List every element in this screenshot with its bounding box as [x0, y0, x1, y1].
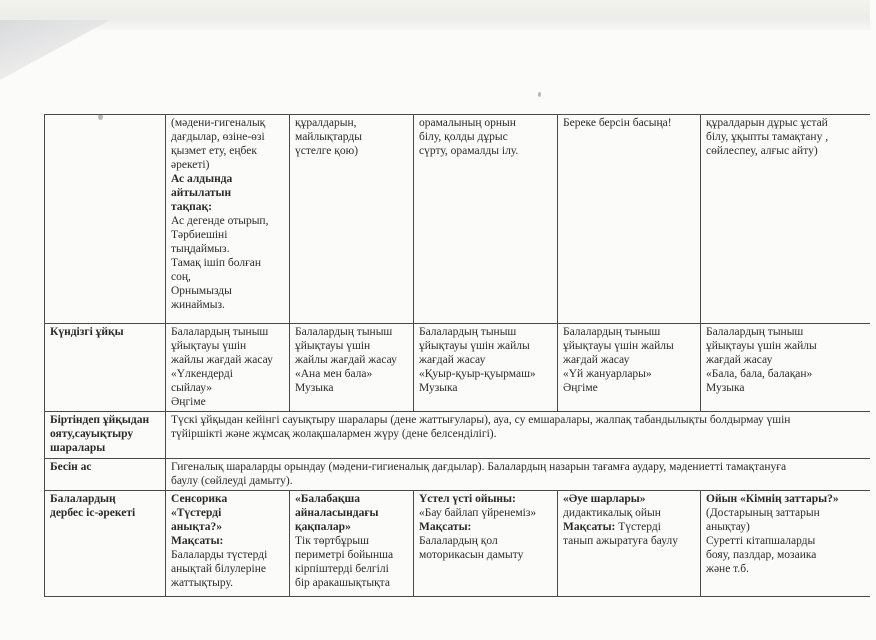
verse-text: Тамақ ішіп болған — [171, 257, 262, 269]
cell-text: «Үй жануарлары» — [563, 368, 652, 380]
cell-text: білу, ұқыпты тамақтану , — [706, 131, 829, 143]
cell-text: «Үлкендерді — [171, 368, 233, 380]
cell-text: Әңгіме — [563, 382, 598, 394]
span-cell — [166, 412, 876, 459]
cell-text: (мәдени-гигеналық — [171, 117, 266, 129]
cell-text: Түстерді — [615, 521, 661, 533]
cell-text: бір аракашықтықта — [295, 577, 390, 589]
cell-text: «Ана мен бала» — [295, 368, 373, 380]
cell-text: білу, қолды дұрыс — [419, 131, 508, 143]
cell-text: жағдай жасау — [563, 354, 630, 366]
cell-text: периметрі бойынша — [295, 549, 394, 561]
cell-text: бояу, пазлдар, мозаика — [706, 549, 817, 561]
activity-title: «Әуе шарлары» — [563, 493, 646, 505]
activity-cell — [290, 324, 414, 412]
activity-cell — [701, 324, 876, 412]
verse-text: Орнымызды — [171, 285, 232, 297]
activity-cell — [290, 115, 414, 324]
row-label-cell — [45, 324, 166, 412]
cell-text: үстелге қою) — [295, 145, 359, 157]
verse-heading: Ас алдында — [171, 173, 233, 185]
row-label: Күндізгі ұйқы — [50, 326, 124, 338]
cell-text: жаттықтыру. — [171, 577, 233, 589]
cell-text: Тік төртбұрыш — [295, 535, 370, 547]
row-label-cell — [45, 459, 166, 491]
activity-cell — [558, 324, 701, 412]
cell-text: сөйлеспеу, алғыс айту) — [706, 145, 818, 157]
activity-title: айналасындағы — [295, 507, 379, 519]
row-label-cell — [45, 491, 166, 597]
page-edge — [870, 0, 876, 640]
cell-text: жағдай жасау — [706, 354, 773, 366]
cell-text: Музыка — [419, 382, 458, 394]
cell-text: баулу (сөйлеуді дамыту). — [171, 475, 293, 487]
verse-text: Тәрбиешіні — [171, 229, 228, 241]
cell-text: сүрту, орамалды ілу. — [419, 145, 519, 157]
cell-text: дидактикалық ойын — [563, 507, 661, 519]
cell-text: Музыка — [706, 382, 745, 394]
cell-text: Түскі ұйқыдан кейінгі сауықтыру шаралары (дене жаттығулары), ауа, су емшаралары, жалпақ табандылықты болдырмау үшін — [171, 414, 791, 426]
cell-text: жайлы жағдай жасау — [171, 354, 273, 366]
cell-text: Балаларды түстерді — [171, 549, 268, 561]
cell-text: Балалардың тыныш — [419, 326, 517, 338]
row-label-cell — [45, 115, 166, 324]
activity-cell — [290, 491, 414, 597]
cell-text: және т.б. — [706, 563, 749, 575]
activity-title: қақпалар» — [295, 521, 351, 533]
cell-text: құралдарын, — [295, 117, 357, 129]
cell-text: «Қуыр-қуыр-қуырмаш» — [419, 368, 536, 380]
goal-line — [563, 520, 696, 534]
cell-text: «Бала, бала, балақан» — [706, 368, 813, 380]
cell-text: кірпіштерді белгілі — [295, 563, 389, 575]
cell-text: құралдарын дұрыс ұстай — [706, 117, 828, 129]
scan-top-edge — [0, 0, 876, 30]
cell-text: жағдай жасау — [419, 354, 486, 366]
activity-cell — [558, 491, 701, 597]
activity-cell — [701, 115, 876, 324]
activity-title: Ойын «Кімнің заттары?» — [706, 493, 839, 505]
activity-cell — [414, 115, 558, 324]
cell-text: (Достарының заттарын — [706, 507, 820, 519]
row-label: Балалардың — [50, 493, 116, 505]
cell-text: сыйлау» — [171, 382, 213, 394]
row-label: дербес іс-әрекеті — [50, 507, 136, 519]
activity-title: «Түстерді — [171, 507, 222, 519]
cell-text: ұйықтауы үшін — [295, 340, 371, 352]
table-row — [45, 459, 876, 491]
cell-text: майлықтарды — [295, 131, 362, 143]
scan-speck — [538, 92, 541, 97]
cell-text: Балалардың қол — [419, 535, 498, 547]
row-label: Біртіндеп ұйқыдан — [50, 414, 150, 426]
cell-text: Береке берсін басыңа! — [563, 117, 672, 129]
goal-label: Мақсаты: — [171, 535, 224, 547]
cell-text: Музыка — [295, 382, 334, 394]
cell-text: түйіршікті және жұмсақ жолақшалармен жүру (дене белсенділігі). — [171, 428, 497, 440]
activity-cell — [166, 324, 290, 412]
verse-text: жинаймыз. — [171, 299, 225, 311]
activity-title: Сенсорика — [171, 493, 228, 505]
cell-text: Балалардың тыныш — [563, 326, 661, 338]
cell-text: Әңгіме — [171, 396, 206, 408]
cell-text: Суретті кітапшаларды — [706, 535, 816, 547]
row-label: шаралары — [50, 442, 106, 454]
row-label-cell — [45, 412, 166, 459]
activity-cell — [166, 491, 290, 597]
activity-title: Үстел үсті ойыны: — [419, 493, 516, 505]
goal-label: Мақсаты: — [419, 521, 472, 533]
activity-title: анықта?» — [171, 521, 223, 533]
table-row — [45, 115, 876, 324]
scan-fold-shadow — [0, 20, 110, 80]
cell-text: анықтай білулеріне — [171, 563, 266, 575]
activity-cell — [166, 115, 290, 324]
cell-text: орамалының орнын — [419, 117, 516, 129]
table-row — [45, 491, 876, 597]
verse-text: Ас дегенде отырып, — [171, 215, 269, 227]
table-row — [45, 412, 876, 459]
row-label: ояту,сауықтыру — [50, 428, 134, 440]
cell-text: ұйықтауы үшін — [171, 340, 247, 352]
cell-text: жайлы жағдай жасау — [295, 354, 397, 366]
cell-text: моторикасын дамыту — [419, 549, 524, 561]
cell-text: дағдылар, өзіне-өзі — [171, 131, 265, 143]
cell-text: әрекеті) — [171, 159, 210, 171]
table-row — [45, 324, 876, 412]
cell-text: Балалардың тыныш — [171, 326, 269, 338]
cell-text: ұйықтауы үшін жайлы — [706, 340, 817, 352]
verse-text: соң, — [171, 271, 191, 283]
cell-text: қызмет ету, еңбек — [171, 145, 257, 157]
activity-cell — [414, 491, 558, 597]
goal-label: Мақсаты: — [563, 521, 616, 533]
cell-text: танып ажыратуға баулу — [563, 535, 678, 547]
cell-text: Балалардың тыныш — [706, 326, 804, 338]
activity-title: «Балабақша — [295, 493, 360, 505]
cell-text: ұйықтауы үшін жайлы — [419, 340, 530, 352]
cell-text: ұйықтауы үшін жайлы — [563, 340, 674, 352]
cell-text: Балалардың тыныш — [295, 326, 393, 338]
activity-cell — [414, 324, 558, 412]
cell-text: Гигеналық шараларды орындау (мәдени-гигиеналық дағдылар). Балалардың назарын тағамға аудару, мәдениетті тамақтануға — [171, 461, 787, 473]
activity-cell — [701, 491, 876, 597]
span-cell — [166, 459, 876, 491]
schedule-table — [44, 114, 876, 597]
activity-cell — [558, 115, 701, 324]
verse-heading: айтылатын — [171, 187, 232, 199]
cell-text: «Бау байлап үйренеміз» — [419, 507, 537, 519]
verse-text: тыңдаймыз. — [171, 243, 230, 255]
verse-heading: тақпақ: — [171, 201, 212, 213]
row-label: Бесін ас — [50, 461, 92, 473]
cell-text: анықтау) — [706, 521, 750, 533]
